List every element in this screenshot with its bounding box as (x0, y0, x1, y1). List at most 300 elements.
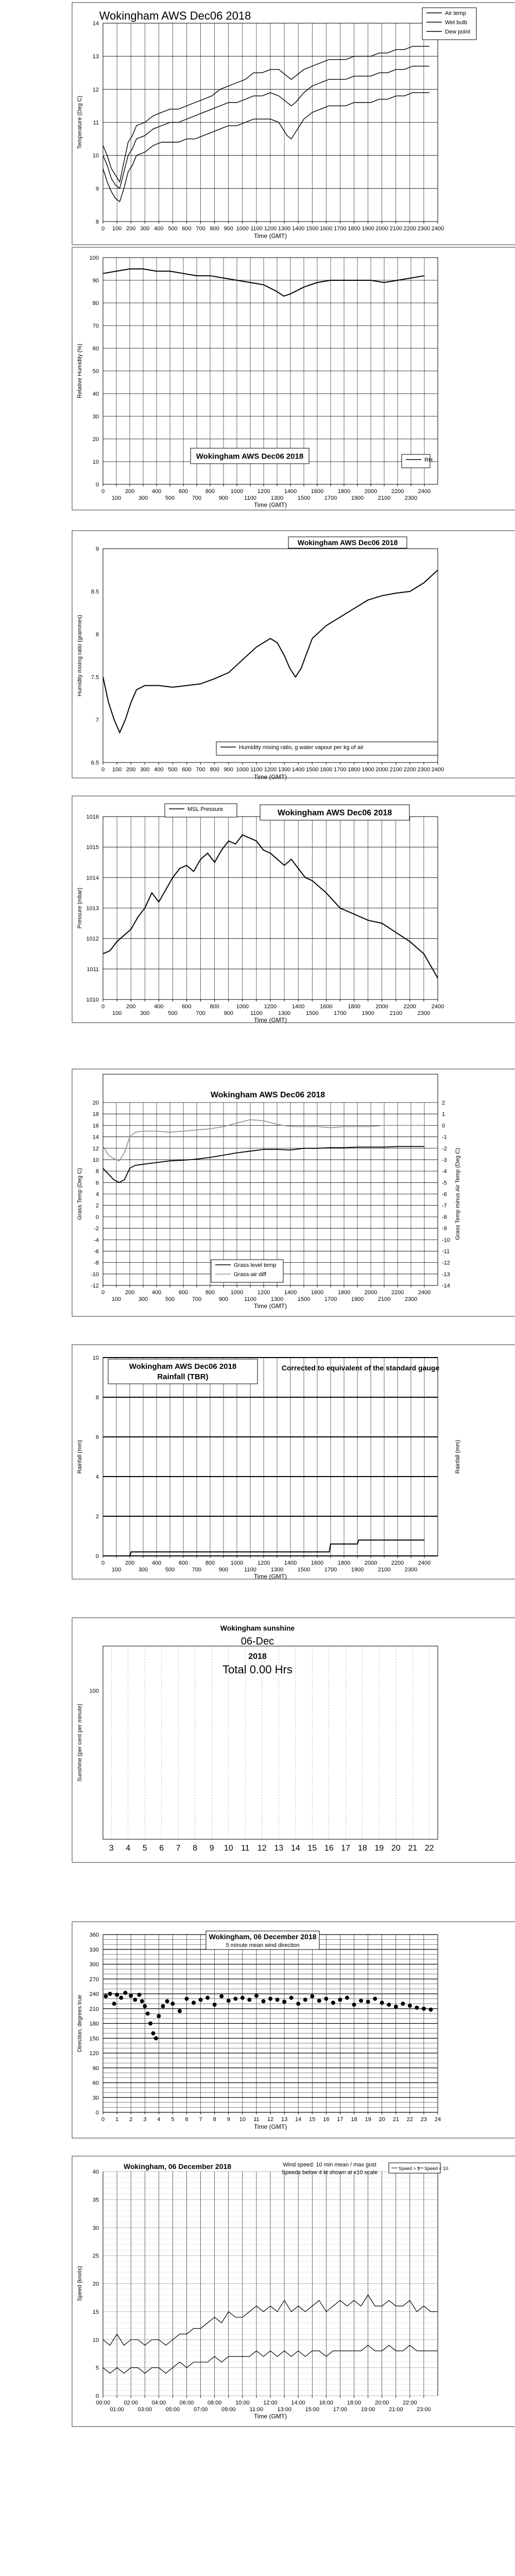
x-tick-label: 03:00 (138, 2406, 152, 2413)
x-tick-label: 2400 (431, 226, 444, 232)
point (140, 1999, 144, 2003)
y-tick-label: 30 (92, 2225, 99, 2231)
y-tick-label: -10 (91, 1271, 99, 1278)
y-axis-label: Pressure (mbar) (77, 887, 83, 929)
x-tick-label: 600 (178, 1560, 188, 1566)
legend-label: Air temp (445, 10, 466, 16)
y-tick-label: 14 (92, 21, 99, 27)
y-tick-label: 4 (95, 1474, 99, 1480)
point (324, 1997, 328, 2001)
x-tick-label: 19 (374, 1844, 384, 1853)
y-tick-label: 210 (89, 2006, 99, 2012)
x-tick-label: 3 (143, 2116, 147, 2123)
x-tick-label: 14 (295, 2116, 302, 2123)
y-tick-label-right: -10 (442, 1237, 450, 1244)
date-label: 06-Dec (241, 1636, 274, 1647)
x-tick-label: 10:00 (235, 2400, 250, 2406)
x-tick-label: 600 (182, 1004, 192, 1010)
y-tick-label: 90 (92, 278, 99, 284)
x-tick-label: 1200 (264, 767, 277, 773)
y-tick-label: 2 (95, 1202, 99, 1209)
point (261, 1999, 265, 2003)
y-tick-label: 1012 (86, 936, 99, 942)
y-tick-label: 0 (95, 2110, 99, 2116)
y-tick-label: 10 (92, 1157, 99, 1163)
x-tick-label: 300 (140, 226, 150, 232)
x-tick-label: 500 (168, 767, 178, 773)
x-tick-label: 200 (125, 488, 135, 495)
x-tick-label: 2 (129, 2116, 133, 2123)
x-tick-label: 300 (138, 495, 148, 501)
total-label: Total 0.00 Hrs (222, 1663, 293, 1676)
x-tick-label: 1100 (244, 495, 256, 501)
x-tick-label: 2200 (391, 1560, 404, 1566)
x-tick-label: 8 (213, 2116, 216, 2123)
x-tick-label: 5 (142, 1844, 147, 1853)
x-tick-label: 1000 (230, 488, 244, 495)
x-tick-label: 0 (101, 1290, 105, 1296)
y-axis-label-right: Rainfall (mm) (455, 1439, 461, 1474)
x-tick-label: 100 (111, 1567, 122, 1573)
x-tick-label: 2000 (364, 1290, 377, 1296)
x-tick-label: 2300 (404, 1296, 418, 1302)
chart-sunshine (72, 1618, 515, 1862)
x-tick-label: 1400 (291, 767, 305, 773)
x-tick-label: 1800 (348, 226, 360, 232)
x-tick-label: 500 (165, 1296, 175, 1302)
y-tick-label: 330 (89, 1946, 99, 1953)
x-tick-label: 1300 (278, 1010, 291, 1016)
x-tick-label: 1300 (270, 1296, 284, 1302)
x-axis-label: Time (GMT) (253, 1016, 287, 1024)
x-tick-label: 0 (101, 1560, 105, 1566)
y-tick-label: 300 (89, 1961, 99, 1968)
x-tick-label: 6 (185, 2116, 188, 2123)
chart-title: Wokingham AWS Dec06 2018 (277, 808, 392, 818)
x-tick-label: 12:00 (263, 2400, 278, 2406)
x-tick-label: 9 (209, 1844, 214, 1853)
x-tick-label: 700 (196, 767, 205, 773)
x-tick-label: 22 (406, 2116, 413, 2123)
x-tick-label: 0 (101, 488, 105, 495)
x-tick-label: 10 (239, 2116, 246, 2123)
y-tick-label: -8 (94, 1260, 99, 1266)
x-tick-label: 15 (309, 2116, 316, 2123)
x-tick-label: 1000 (230, 1560, 244, 1566)
y-tick-label: 60 (92, 2080, 99, 2087)
point (310, 1994, 314, 1998)
y-tick-label: 9 (95, 546, 99, 552)
y-tick-label: 6 (95, 1180, 99, 1187)
y-axis-label: Sunshine (per cent per minute) (77, 1703, 83, 1782)
y-tick-label: 150 (89, 2036, 99, 2042)
x-tick-label: 1600 (311, 1290, 324, 1296)
y-tick-label: -6 (94, 1248, 99, 1255)
x-tick-label: 300 (138, 1296, 148, 1302)
chart-rain (72, 1345, 515, 1580)
legend-label: Speed > 1 (399, 2166, 420, 2171)
x-tick-label: 1100 (250, 767, 263, 773)
y-tick-label: 0 (95, 1553, 99, 1560)
point (303, 1998, 307, 2002)
y-tick-label: 4 (95, 1191, 99, 1198)
y-tick-label: 20 (92, 2281, 99, 2287)
x-tick-label: 100 (112, 226, 122, 232)
chart-title: Wokingham sunshine (220, 1624, 295, 1632)
y-axis-label: Relative Humidity (%) (77, 344, 83, 398)
y-tick-label: 1010 (86, 997, 99, 1003)
x-tick-label: 200 (126, 767, 136, 773)
x-tick-label: 13 (274, 1844, 284, 1853)
x-tick-label: 17:00 (333, 2406, 348, 2413)
x-tick-label: 9 (227, 2116, 230, 2123)
chart-title: Wokingham AWS Dec06 2018 (99, 9, 251, 22)
point (146, 2011, 150, 2015)
chart-title: Wokingham AWS Dec06 2018 (297, 538, 398, 547)
x-tick-label: 06:00 (179, 2400, 194, 2406)
x-tick-label: 700 (192, 1296, 202, 1302)
x-tick-label: 1300 (278, 767, 291, 773)
x-tick-label: 1600 (320, 1004, 333, 1010)
y-tick-label: 120 (89, 2050, 99, 2057)
x-tick-label: 900 (218, 1567, 229, 1573)
point (119, 1996, 123, 2000)
y-tick-label: 1016 (86, 814, 99, 820)
chart-subtitle-1: Wind speed: 10 min mean / max gust (283, 2162, 376, 2168)
y-tick-label-right: -5 (442, 1180, 447, 1187)
x-tick-label: 2000 (375, 226, 388, 232)
x-tick-label: 2400 (431, 767, 444, 773)
x-tick-label: 1600 (311, 1560, 324, 1566)
year-label: 2018 (248, 1652, 267, 1661)
x-tick-label: 500 (165, 495, 175, 501)
x-tick-label: 2100 (389, 226, 402, 232)
point (205, 1996, 210, 2000)
x-tick-label: 700 (192, 1567, 202, 1573)
x-tick-label: 200 (126, 1004, 136, 1010)
x-tick-label: 13:00 (277, 2406, 291, 2413)
point (115, 1993, 119, 1997)
point (276, 1998, 280, 2002)
y-tick-label: 40 (92, 391, 99, 397)
y-tick-label: 8 (95, 1168, 99, 1175)
x-tick-label: 0 (101, 226, 105, 232)
chart-grass (72, 1069, 515, 1316)
y-tick-label: 18 (92, 1111, 99, 1118)
x-tick-label: 22:00 (403, 2400, 417, 2406)
x-tick-label: 16 (324, 1844, 334, 1853)
x-tick-label: 1700 (334, 1010, 347, 1016)
legend-label: MSL Pressure (187, 806, 224, 812)
x-tick-label: 1000 (236, 226, 249, 232)
y-tick-label: 16 (92, 1123, 99, 1129)
x-tick-label: 1300 (270, 1567, 284, 1573)
x-tick-label: 11 (241, 1844, 250, 1853)
y-tick-label: 30 (92, 414, 99, 420)
x-axis-label: Time (GMT) (253, 2123, 287, 2130)
x-tick-label: 20:00 (374, 2400, 389, 2406)
x-tick-label: 2000 (364, 488, 377, 495)
chart-wind_speed (72, 2156, 515, 2427)
x-tick-label: 200 (126, 226, 136, 232)
point (331, 2001, 335, 2005)
x-tick-label: 1800 (348, 767, 360, 773)
y-tick-label: 6.5 (91, 760, 99, 766)
x-tick-label: 2000 (375, 1004, 388, 1010)
point (268, 1997, 272, 2001)
y-tick-label-right: -3 (442, 1157, 447, 1163)
plot-area (103, 1358, 438, 1556)
x-tick-label: 2100 (389, 1010, 402, 1016)
x-tick-label: 1500 (306, 226, 319, 232)
x-tick-label: 200 (125, 1290, 135, 1296)
point (213, 2003, 217, 2007)
y-tick-label: 100 (89, 1688, 99, 1694)
point (154, 2036, 158, 2040)
x-tick-label: 1500 (297, 495, 311, 501)
x-tick-label: 07:00 (193, 2406, 208, 2413)
legend-label: Wet bulb (445, 20, 468, 26)
x-tick-label: 2200 (391, 488, 404, 495)
x-tick-label: 1700 (324, 1567, 337, 1573)
point (185, 1997, 189, 2001)
y-tick-label: 9 (95, 185, 99, 192)
x-axis-label: Time (GMT) (253, 1573, 287, 1580)
x-tick-label: 2200 (403, 226, 417, 232)
x-tick-label: 100 (112, 767, 122, 773)
x-tick-label: 200 (125, 1560, 135, 1566)
y-tick-label: 180 (89, 2021, 99, 2027)
chart-pressure (72, 796, 515, 1024)
x-tick-label: 1900 (362, 226, 374, 232)
y-tick-label: 8 (95, 219, 99, 225)
x-tick-label: 08:00 (207, 2400, 222, 2406)
x-tick-label: 11 (253, 2116, 260, 2123)
chart-title: Wokingham AWS Dec06 2018 (210, 1091, 325, 1099)
chart-subtitle-2: Speeds below 4 kt shown at x10 scale (281, 2170, 378, 2176)
x-tick-label: 1300 (278, 226, 291, 232)
x-tick-label: 2200 (403, 767, 417, 773)
point (352, 2003, 356, 2007)
y-tick-label: 10 (92, 459, 99, 465)
x-tick-label: 2300 (404, 1567, 418, 1573)
x-tick-label: 2300 (417, 767, 431, 773)
x-tick-label: 6 (159, 1844, 164, 1853)
y-tick-label: 40 (92, 2169, 99, 2175)
y-tick-label-right: -7 (442, 1202, 447, 1209)
x-tick-label: 2300 (417, 1010, 431, 1016)
y-tick-label: 2 (95, 1514, 99, 1520)
x-axis-label: Time (GMT) (253, 2413, 287, 2420)
x-tick-label: 400 (154, 1004, 164, 1010)
x-tick-label: 1100 (250, 1010, 263, 1016)
legend-label: Grass-air diff (234, 1272, 266, 1278)
x-tick-label: 16:00 (319, 2400, 334, 2406)
x-tick-label: 20 (379, 2116, 385, 2123)
y-tick-label: 15 (92, 2309, 99, 2315)
point (161, 2004, 165, 2008)
x-tick-label: 7 (199, 2116, 202, 2123)
y-tick-label-right: -9 (442, 1226, 447, 1232)
y-tick-label: 20 (92, 1100, 99, 1106)
x-tick-label: 600 (182, 226, 192, 232)
y-tick-label: 14 (92, 1134, 99, 1141)
chart-mixing (72, 531, 515, 781)
x-tick-label: 17 (337, 2116, 344, 2123)
x-tick-label: 300 (138, 1567, 148, 1573)
point (282, 1999, 286, 2004)
point (338, 1998, 342, 2002)
x-tick-label: 1900 (362, 767, 374, 773)
chart-subtitle: 5 minute mean wind direction (226, 1942, 300, 1948)
point (289, 1996, 294, 2000)
x-tick-label: 1000 (236, 767, 249, 773)
x-tick-label: 1200 (264, 1004, 277, 1010)
x-tick-label: 1800 (348, 1004, 360, 1010)
legend-label: Dew point (445, 29, 470, 35)
x-tick-label: 15 (307, 1844, 317, 1853)
x-tick-label: 2000 (364, 1560, 377, 1566)
y-tick-label: 0 (95, 1214, 99, 1221)
x-tick-label: 2400 (418, 1560, 431, 1566)
y-tick-label: 11 (93, 120, 99, 126)
x-tick-label: 700 (192, 495, 202, 501)
y-tick-label: 25 (92, 2253, 99, 2260)
x-tick-label: 0 (101, 2116, 105, 2123)
y-tick-label: 8 (95, 1395, 99, 1401)
point (170, 2002, 175, 2006)
y-axis-label: Grass Temp (Deg C) (77, 1168, 83, 1220)
x-tick-label: 0 (101, 1004, 105, 1010)
x-tick-label: 800 (205, 1290, 215, 1296)
y-tick-label: -2 (94, 1226, 99, 1232)
x-tick-label: 700 (196, 226, 205, 232)
point (428, 2008, 433, 2012)
point (108, 1992, 112, 1996)
x-tick-label: 1400 (291, 226, 305, 232)
x-tick-label: 1300 (270, 495, 284, 501)
x-tick-label: 21 (392, 2116, 399, 2123)
y-tick-label: 0 (95, 2393, 99, 2399)
y-tick-label-right: -12 (442, 1260, 450, 1266)
x-tick-label: 13 (281, 2116, 288, 2123)
x-tick-label: 300 (140, 767, 150, 773)
x-tick-label: 04:00 (151, 2400, 166, 2406)
x-tick-label: 1900 (351, 1567, 364, 1573)
x-tick-label: 02:00 (124, 2400, 138, 2406)
plot-area (103, 549, 438, 762)
x-tick-label: 100 (111, 495, 122, 501)
x-tick-label: 15:00 (305, 2406, 320, 2413)
x-tick-label: 12 (267, 2116, 274, 2123)
y-tick-label: 7 (95, 717, 99, 723)
y-tick-label: 1015 (86, 844, 99, 851)
x-tick-label: 23 (420, 2116, 427, 2123)
y-tick-label-right: -11 (442, 1248, 450, 1255)
x-tick-label: 05:00 (165, 2406, 180, 2413)
y-tick-label: 240 (89, 1991, 99, 1997)
x-tick-label: 1500 (297, 1567, 311, 1573)
point (247, 1998, 251, 2002)
x-tick-label: 600 (178, 1290, 188, 1296)
x-tick-label: 4 (157, 2116, 161, 2123)
x-tick-label: 900 (224, 226, 233, 232)
x-tick-label: 09:00 (221, 2406, 236, 2413)
y-tick-label: 5 (95, 2365, 99, 2371)
x-tick-label: 11:00 (249, 2406, 264, 2413)
x-tick-label: 21:00 (388, 2406, 403, 2413)
x-axis-label: Time (GMT) (253, 232, 287, 240)
point (137, 1993, 141, 1997)
y-axis-label: Direction, degrees true (77, 1994, 83, 2053)
y-axis-label: Rainfall (mm) (77, 1439, 83, 1474)
x-tick-label: 18 (351, 2116, 357, 2123)
x-tick-label: 1000 (236, 1004, 249, 1010)
y-tick-label: 12 (92, 87, 99, 93)
y-tick-label: 1013 (86, 905, 99, 912)
x-axis-label: Time (GMT) (253, 501, 287, 509)
y-tick-label-right: -6 (442, 1191, 447, 1198)
y-tick-label-right: -14 (442, 1283, 450, 1289)
point (317, 1998, 321, 2003)
legend-label: Humidity mixing ratio, g water vapour per kg of air (239, 744, 364, 751)
y-tick-label: 100 (89, 255, 99, 261)
x-tick-label: 900 (224, 1010, 233, 1016)
y-tick-label-right: -8 (442, 1214, 447, 1221)
x-tick-label: 500 (165, 1567, 175, 1573)
y-tick-label-right: 1 (442, 1111, 445, 1118)
x-tick-label: 1400 (284, 488, 297, 495)
x-tick-label: 00:00 (96, 2400, 110, 2406)
x-tick-label: 14:00 (291, 2400, 305, 2406)
y-tick-label: 80 (92, 300, 99, 307)
x-tick-label: 2400 (418, 1290, 431, 1296)
point (192, 2001, 196, 2005)
y-tick-label: 90 (92, 2065, 99, 2072)
x-tick-label: 22 (424, 1844, 434, 1853)
x-tick-label: 500 (168, 1010, 178, 1016)
x-tick-label: 2100 (377, 1567, 391, 1573)
legend-label: Grass level temp (234, 1262, 277, 1268)
point (422, 2007, 426, 2011)
x-tick-label: 400 (151, 488, 162, 495)
x-tick-label: 1000 (230, 1290, 244, 1296)
y-tick-label: 10 (92, 1355, 99, 1361)
x-tick-label: 1200 (264, 226, 277, 232)
x-tick-label: 800 (210, 1004, 219, 1010)
x-tick-label: 5 (171, 2116, 175, 2123)
point (148, 2022, 152, 2026)
x-tick-label: 900 (218, 495, 229, 501)
x-tick-label: 1600 (320, 226, 333, 232)
x-tick-label: 1700 (334, 226, 347, 232)
point (233, 1997, 237, 2001)
x-tick-label: 800 (205, 1560, 215, 1566)
x-tick-label: 600 (178, 488, 188, 495)
x-tick-label: 400 (154, 767, 164, 773)
x-tick-label: 1500 (297, 1296, 311, 1302)
x-tick-label: 7 (176, 1844, 181, 1853)
y-tick-label: 1014 (86, 875, 99, 882)
x-tick-label: 2400 (431, 1004, 444, 1010)
x-tick-label: 18 (357, 1844, 367, 1853)
y-tick-label: 8.5 (91, 589, 99, 595)
point (345, 1996, 349, 2000)
y-axis-label: Speed (knots) (77, 2266, 83, 2301)
y-tick-label-right: -13 (442, 1271, 450, 1278)
y-tick-label: 10 (92, 152, 99, 159)
x-tick-label: 2100 (389, 767, 402, 773)
